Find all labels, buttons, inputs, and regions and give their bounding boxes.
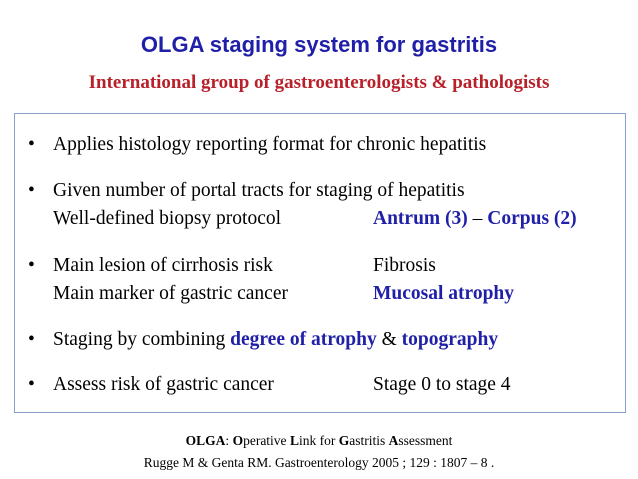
bullet-text: Assess risk of gastric cancer <box>53 374 274 395</box>
citation: Rugge M & Genta RM. Gastroenterology 2005 ; 129 : 1807 – 8 . <box>143 455 495 470</box>
bullet-subtext-right <box>373 208 577 230</box>
antrum-label: Antrum (3) <box>373 208 468 229</box>
bullet-text: Staging by combining <box>53 329 231 350</box>
bullet-text: Main lesion of cirrhosis risk <box>53 255 273 276</box>
bullet-marker: • <box>28 374 35 395</box>
degree-of-atrophy-label: degree of atrophy <box>230 329 377 350</box>
bullet-text: Given number of portal tracts for staging of hepatitis <box>53 180 465 201</box>
bullet-subtext: Well-defined biopsy protocol <box>53 208 282 229</box>
bullet-subtext: Main marker of gastric cancer <box>53 283 288 304</box>
bullet-marker: • <box>28 255 35 276</box>
bullet-text-right: Fibrosis <box>373 255 436 276</box>
acronym-definition: OLGA: Operative Link for Gastritis Assessment <box>185 433 453 448</box>
bullet-item-1 <box>28 134 486 156</box>
bullet-item-5 <box>28 374 618 396</box>
bullet-marker: • <box>28 329 35 350</box>
bullet-marker: • <box>28 134 35 155</box>
slide-subtitle: International group of gastroenterologists & pathologists <box>88 72 550 93</box>
topography-label: topography <box>401 329 499 350</box>
bullet-item-4 <box>28 329 498 351</box>
slide-title: OLGA staging system for gastritis <box>140 32 498 57</box>
ampersand: & <box>376 329 402 350</box>
bullet-item-3-sub <box>28 283 618 305</box>
dash: – <box>467 208 488 229</box>
corpus-label: Corpus (2) <box>487 208 577 229</box>
bullet-item-2 <box>28 180 465 202</box>
bullet-text-right: Stage 0 to stage 4 <box>373 374 511 395</box>
olga-abbr: OLGA <box>185 433 226 448</box>
bullet-marker: • <box>28 180 35 201</box>
bullet-text: Applies histology reporting format for chronic hepatitis <box>53 134 487 155</box>
bullet-item-2-sub <box>28 208 618 230</box>
bullet-item-3 <box>28 255 618 277</box>
mucosal-atrophy-label: Mucosal atrophy <box>373 283 515 304</box>
